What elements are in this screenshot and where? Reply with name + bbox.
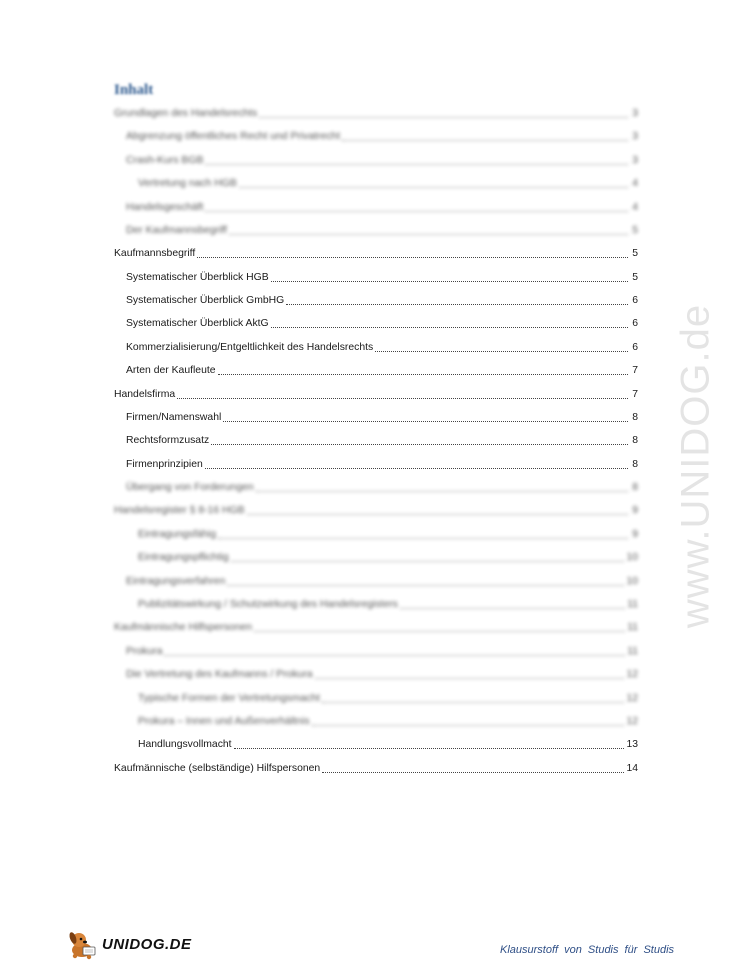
toc-entry-label: Eintragungspflichtig [138,552,229,564]
toc-entry-label: Arten der Kaufleute [126,365,216,377]
toc-entry-label: Kaufmannsbegriff [114,248,196,260]
toc-entry-page: 9 [632,505,638,517]
toc-entry[interactable] [114,148,638,168]
toc-leader-dots [322,772,624,773]
toc-entry-label: Prokura [126,645,163,657]
footer-tagline: Klausurstoff von Studis für Studis [500,944,675,956]
toc-entry[interactable] [114,686,638,706]
toc-entry[interactable] [114,498,638,518]
toc-entry-label: Systematischer Überblick HGB [126,271,269,283]
watermark [673,256,718,676]
watermark-text: www.UNIDOG.de [673,303,718,629]
toc-leader-dots [205,211,628,212]
toc-entry-page: 5 [632,271,638,283]
toc-leader-dots [239,187,628,188]
toc-entry-page: 8 [632,411,638,423]
toc-leader-dots [312,725,625,726]
toc-entry-page: 7 [632,388,638,400]
toc-leader-dots [256,491,628,492]
toc-leader-dots [247,514,628,515]
toc-entry[interactable] [114,218,638,238]
toc-entry-label: Typische Formen der Vertretungsmacht [138,692,320,704]
toc-entry[interactable] [114,545,638,565]
toc-entry-page: 6 [632,318,638,330]
toc-entry[interactable] [114,475,638,495]
toc-leader-dots [218,538,628,539]
toc-entry-page: 4 [632,178,638,190]
toc-leader-dots [259,117,628,118]
toc-entry[interactable] [114,124,638,144]
toc-leader-dots [322,702,625,703]
toc-entry-label: Kommerzialisierung/Entgeltlichkeit des Handelsrechts [126,341,374,353]
toc-leader-dots [400,608,625,609]
toc-entry-page: 13 [626,739,638,751]
toc-entry-label: Publizitätswirkung / Schutzwirkung des Handelsregisters [138,598,398,610]
toc-leader-dots [271,281,628,282]
toc-entry[interactable] [114,522,638,542]
toc-entry[interactable] [114,592,638,612]
toc-entry-page: 5 [632,224,638,236]
toc-entry-label: Handelsfirma [114,388,176,400]
toc-entry-label: Handelsgeschäft [126,201,204,213]
toc-entry-page: 8 [632,482,638,494]
toc-entry-page: 3 [632,131,638,143]
toc-entry[interactable] [114,171,638,191]
toc-leader-dots [177,398,628,399]
toc-entry[interactable] [114,358,638,378]
toc-entry[interactable] [114,662,638,682]
toc-leader-dots [315,678,625,679]
toc-entry-label: Kaufmännische (selbständige) Hilfspersonen [114,762,321,774]
toc-entry[interactable] [114,311,638,331]
toc-entry-page: 11 [627,622,638,634]
toc-entry-page: 7 [632,365,638,377]
toc-entry-label: Eintragungsverfahren [126,575,226,587]
toc-entry-page: 8 [632,458,638,470]
toc-entry-label: Handlungsvollmacht [138,739,232,751]
dog-mascot-icon [66,928,100,960]
toc-entry-page: 3 [632,108,638,119]
toc-leader-dots [227,585,624,586]
toc-entry[interactable] [114,615,638,635]
toc-entry-page: 11 [627,598,638,610]
toc-entry-page: 12 [626,692,638,704]
toc-leader-dots [229,234,628,235]
toc-title: Inhalt [114,82,154,98]
toc-entry-label: Firmen/Namenswahl [126,411,222,423]
toc-entry-label: Prokura – Innen und Außenverhältnis [138,715,310,727]
toc-entry[interactable] [114,195,638,215]
toc-entry[interactable] [114,405,638,425]
logo-text: UNIDOG.DE [102,935,192,953]
toc-entry[interactable] [114,265,638,285]
toc-entry-label: Firmenprinzipien [126,458,203,470]
toc-entry[interactable] [114,382,638,402]
toc-entry[interactable] [114,241,638,261]
toc-leader-dots [254,631,625,632]
toc-entry-page: 12 [626,669,638,681]
toc-leader-dots [342,140,628,141]
toc-leader-dots [223,421,628,422]
toc-entry[interactable] [114,569,638,589]
toc-entry-page: 6 [632,341,638,353]
toc-entry-label: Vertretung nach HGB [138,178,237,190]
toc-entry-page: 3 [632,154,638,166]
toc-leader-dots [271,327,628,328]
toc-entry-label: Systematischer Überblick GmbHG [126,295,285,307]
toc-entry-page: 10 [626,552,638,564]
toc-entry-label: Crash-Kurs BGB [126,154,204,166]
toc-entry[interactable] [114,101,638,121]
toc-leader-dots [231,561,625,562]
toc-entry-label: Kaufmännische Hilfspersonen [114,622,253,634]
toc-leader-dots [164,655,625,656]
toc-leader-dots [234,748,625,749]
toc-entry[interactable] [114,732,638,752]
toc-entry-page: 6 [632,295,638,307]
toc-entry[interactable] [114,452,638,472]
toc-entry[interactable] [114,756,638,776]
toc-entry[interactable] [114,709,638,729]
toc-entry[interactable] [114,428,638,448]
toc-entry[interactable] [114,288,638,308]
toc-leader-dots [375,351,628,352]
toc-leader-dots [205,468,628,469]
toc-entry-label: Handelsregister § 8-16 HGB [114,505,245,517]
toc-entry-label: Systematischer Überblick AktG [126,318,269,330]
toc-leader-dots [205,164,628,165]
footer-logo [66,928,192,960]
toc-entry-page: 8 [632,435,638,447]
toc-entry[interactable] [114,335,638,355]
toc-entry-label: Grundlagen des Handelsrechts [114,108,258,119]
toc-entry-label: Eintragungsfähig [138,528,216,540]
toc-entry[interactable] [114,639,638,659]
toc-entry-label: Abgrenzung öffentliches Recht und Privatrecht [126,131,341,143]
toc-entry-page: 14 [626,762,638,774]
toc-entry-page: 5 [632,248,638,260]
toc-entry-page: 4 [632,201,638,213]
toc-entry-label: Übergang von Forderungen [126,482,254,494]
toc-entry-page: 11 [627,645,638,657]
toc-entry-page: 10 [626,575,638,587]
toc-leader-dots [218,374,628,375]
toc-leader-dots [211,444,628,445]
toc-entry-label: Der Kaufmannsbegriff [126,224,227,236]
toc-entry-label: Die Vertretung des Kaufmanns / Prokura [126,669,313,681]
toc-leader-dots [197,257,628,258]
toc-entry-page: 9 [632,528,638,540]
toc-entry-label: Rechtsformzusatz [126,435,210,447]
toc-leader-dots [286,304,628,305]
toc-entry-page: 12 [626,715,638,727]
